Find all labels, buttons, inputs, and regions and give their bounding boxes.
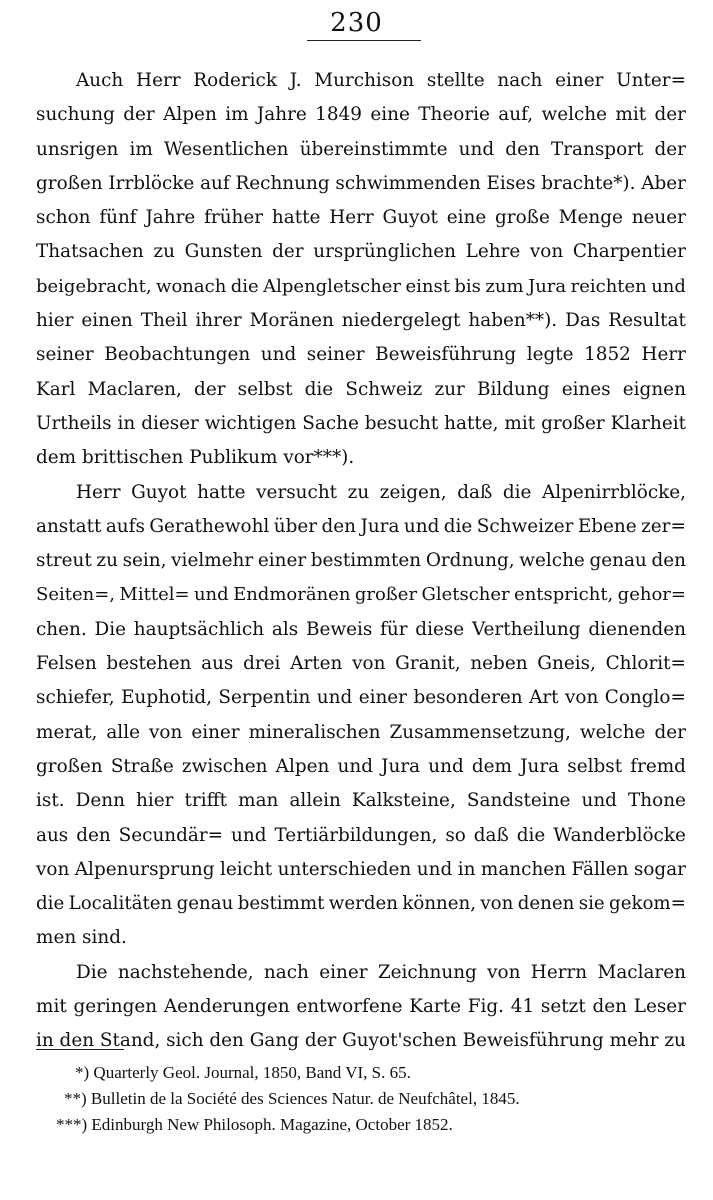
text-line: großen Straße zwischen Alpen und Jura und dem Jura selbst fremd bbox=[36, 755, 686, 777]
text-line: unsrigen im Wesentlichen übereinstimmte und den Transport der bbox=[36, 138, 686, 160]
text-line: suchung der Alpen im Jahre 1849 eine Theorie auf, welche mit der bbox=[36, 104, 686, 126]
footnote-text: Quarterly Geol. Journal, 1850, Band VI, S. 65. bbox=[93, 1063, 411, 1082]
text-line: dem brittischen Publikum vor***). bbox=[36, 447, 355, 469]
footnote bbox=[64, 1088, 520, 1110]
footnote-rule bbox=[36, 1049, 124, 1050]
text-line: von Alpenursprung leicht unterschieden und in manchen Fällen sogar bbox=[36, 858, 686, 880]
text-line: ist. Denn hier trifft man allein Kalksteine, Sandsteine und Thone bbox=[36, 790, 686, 812]
text-line: streut zu sein, vielmehr einer bestimmten Ordnung, welche genau den bbox=[36, 550, 686, 572]
text-line: chen. Die hauptsächlich als Beweis für diese Vertheilung dienenden bbox=[36, 618, 686, 640]
text-line: Seiten=, Mittel= und Endmoränen großer Gletscher entspricht, gehor= bbox=[36, 584, 686, 606]
text-line: Herr Guyot hatte versucht zu zeigen, daß die Alpenirrblöcke, bbox=[76, 481, 686, 503]
footnote-mark: ***) bbox=[56, 1115, 88, 1134]
text-line: beigebracht, wonach die Alpengletscher einst bis zum Jura reichten und bbox=[36, 275, 686, 297]
footnote-text: Edinburgh New Philosoph. Magazine, October 1852. bbox=[91, 1115, 453, 1134]
footnote-mark: *) bbox=[75, 1063, 90, 1082]
text-line: men sind. bbox=[36, 927, 127, 949]
text-line: mit geringen Aenderungen entworfene Karte Fig. 41 setzt den Leser bbox=[36, 996, 686, 1018]
page-number: 230 bbox=[330, 8, 383, 38]
footnote bbox=[56, 1114, 453, 1136]
footnote-text: Bulletin de la Société des Sciences Natur. de Neufchâtel, 1845. bbox=[90, 1089, 520, 1108]
text-line: seiner Beobachtungen und seiner Beweisführung legte 1852 Herr bbox=[36, 344, 686, 366]
text-line: Karl Maclaren, der selbst die Schweiz zur Bildung eines eignen bbox=[36, 378, 686, 400]
text-line: merat, alle von einer mineralischen Zusammensetzung, welche der bbox=[36, 721, 686, 743]
text-line: aus den Secundär= und Tertiärbildungen, so daß die Wanderblöcke bbox=[36, 824, 686, 846]
body-text bbox=[36, 64, 686, 1059]
text-line: hier einen Theil ihrer Moränen niedergelegt haben**). Das Resultat bbox=[36, 310, 686, 332]
text-line: in den Stand, sich den Gang der Guyot'schen Beweisführung mehr zu bbox=[36, 1030, 686, 1052]
footnote bbox=[75, 1062, 411, 1084]
header-rule bbox=[307, 40, 421, 41]
text-line: Auch Herr Roderick J. Murchison stellte nach einer Unter= bbox=[76, 70, 686, 91]
text-line: Die nachstehende, nach einer Zeichnung von Herrn Maclaren bbox=[76, 961, 686, 983]
footnote-mark: **) bbox=[64, 1089, 87, 1108]
text-line: schon fünf Jahre früher hatte Herr Guyot eine große Menge neuer bbox=[36, 207, 686, 229]
text-line: großen Irrblöcke auf Rechnung schwimmenden Eises brachte*). Aber bbox=[36, 172, 686, 194]
text-line: Felsen bestehen aus drei Arten von Granit, neben Gneis, Chlorit= bbox=[36, 653, 686, 675]
text-line: anstatt aufs Gerathewohl über den Jura und die Schweizer Ebene zer= bbox=[36, 515, 686, 537]
text-line: Thatsachen zu Gunsten der ursprünglichen Lehre von Charpentier bbox=[36, 241, 686, 263]
text-line: schiefer, Euphotid, Serpentin und einer besonderen Art von Conglo= bbox=[36, 687, 686, 709]
text-line: die Localitäten genau bestimmt werden können, von denen sie gekom= bbox=[36, 893, 686, 915]
text-line: Urtheils in dieser wichtigen Sache besucht hatte, mit großer Klarheit bbox=[36, 412, 686, 434]
